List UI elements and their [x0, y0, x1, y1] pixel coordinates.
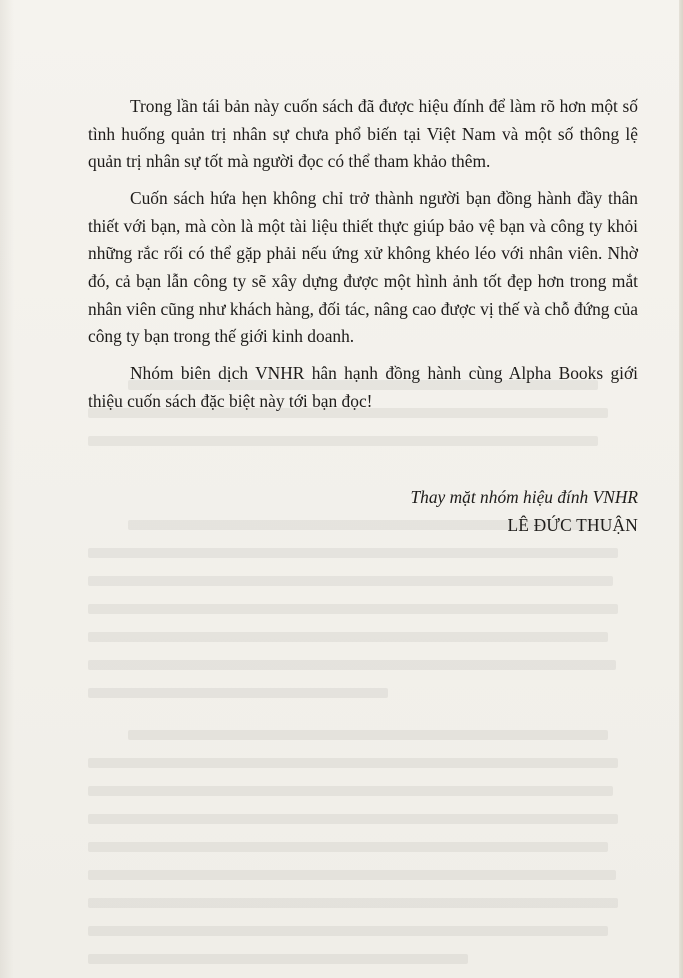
signature-name: LÊ ĐỨC THUẬN: [507, 515, 638, 535]
signature-block: [88, 483, 638, 539]
page-edge: [679, 0, 683, 978]
body-text: [88, 93, 638, 425]
paragraph: Trong lần tái bản này cuốn sách đã được hiệu đính để làm rõ hơn một số tình huống quản trị nhân sự chưa phổ biến tại Việt Nam và một số thông lệ quản trị nhân sự tốt mà người đọc có thể tham khảo thêm.: [88, 96, 638, 172]
show-through-text: [88, 330, 643, 970]
signature-role: Thay mặt nhóm hiệu đính VNHR: [410, 487, 638, 507]
paragraph: Cuốn sách hứa hẹn không chỉ trở thành người bạn đồng hành đầy thân thiết với bạn, mà còn là một tài liệu thiết thực giúp bảo vệ bạn và công ty khỏi những rắc rối có thể gặp phải nếu ứng xử không khéo léo với nhân viên. Nhờ đó, cả bạn lẫn công ty sẽ xây dựng được một hình ảnh tốt đẹp hơn trong mắt nhân viên cũng như khách hàng, đối tác, nâng cao được vị thế và chỗ đứng của công ty bạn trong thế giới kinh doanh.: [88, 188, 638, 347]
paragraph: Nhóm biên dịch VNHR hân hạnh đồng hành cùng Alpha Books giới thiệu cuốn sách đặc biệt này tới bạn đọc!: [88, 363, 638, 411]
